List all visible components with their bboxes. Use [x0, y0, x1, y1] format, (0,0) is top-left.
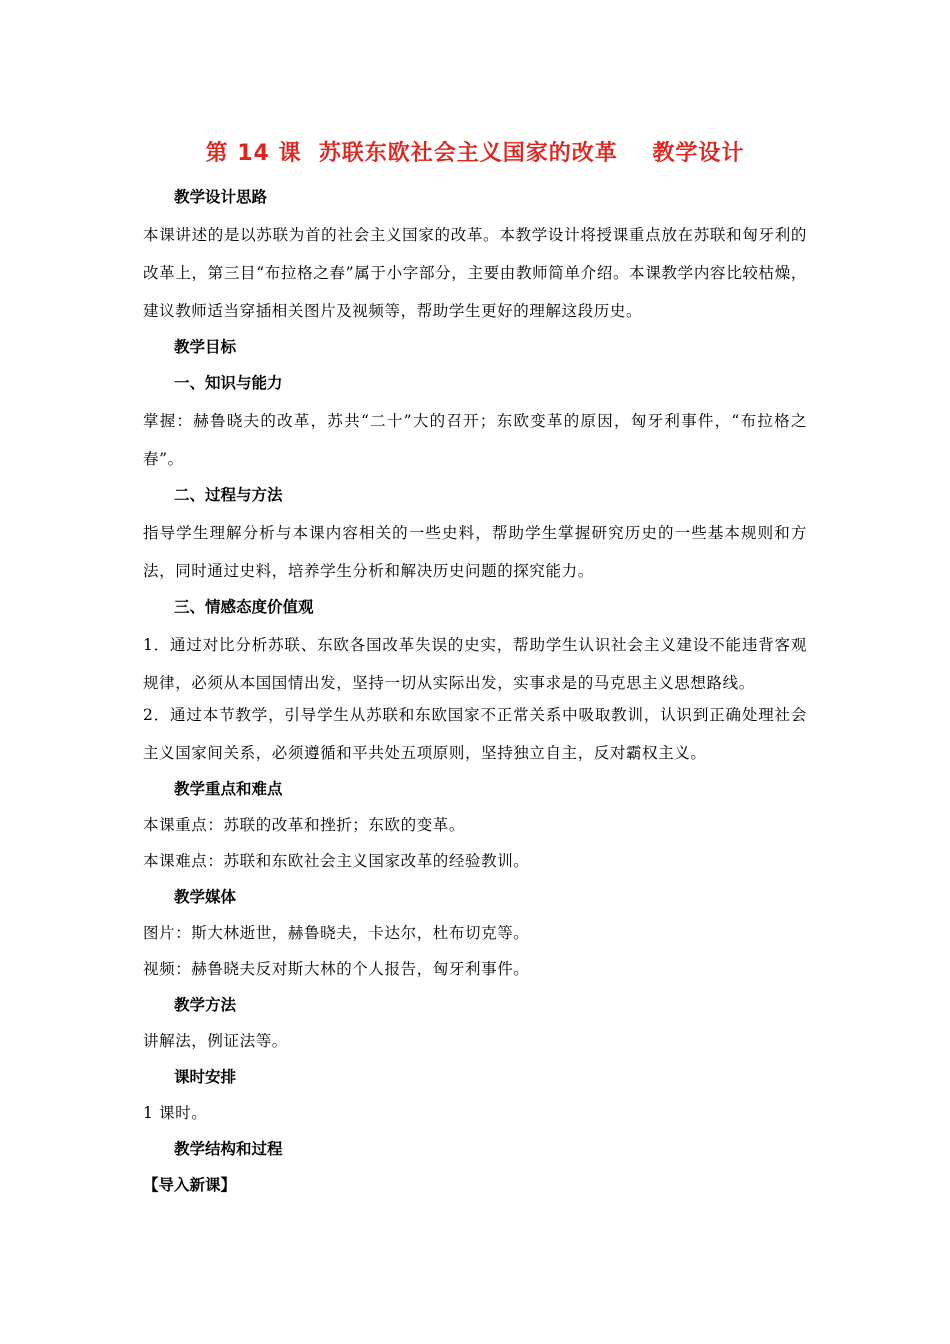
document-body	[143, 186, 807, 1196]
section-heading-schedule: 课时安排	[174, 1068, 237, 1086]
subheading-process-method: 二、过程与方法	[174, 486, 283, 504]
section-heading-objectives: 教学目标	[174, 338, 237, 356]
media-images-line: 图片：斯大林逝世，赫鲁晓夫，卡达尔，杜布切克等。	[143, 924, 530, 942]
knowledge-paragraph: 掌握：赫鲁晓夫的改革，苏共“二十”大的召开；东欧变革的原因，匈牙利事件，“布拉格之春”。	[143, 412, 807, 468]
section-heading-structure: 教学结构和过程	[174, 1140, 283, 1158]
section-heading-media: 教学媒体	[174, 888, 237, 906]
subheading-knowledge: 一、知识与能力	[174, 374, 283, 392]
section-heading-design-idea: 教学设计思路	[174, 188, 268, 206]
subheading-attitudes-values: 三、情感态度价值观	[174, 598, 314, 616]
intro-new-lesson-label: 【导入新课】	[143, 1176, 237, 1194]
section-heading-key-difficult: 教学重点和难点	[174, 780, 283, 798]
page-title: 第 14 课 苏联东欧社会主义国家的改革 教学设计	[205, 141, 745, 166]
process-method-paragraph: 指导学生理解分析与本课内容相关的一些史料，帮助学生掌握研究历史的一些基本规则和方法，同时通过史料，培养学生分析和解决历史问题的探究能力。	[143, 524, 807, 580]
values-item-1: 1．通过对比分析苏联、东欧各国改革失误的史实，帮助学生认识社会主义建设不能违背客观规律，必须从本国国情出发，坚持一切从实际出发，实事求是的马克思主义思想路线。	[143, 636, 807, 692]
design-idea-paragraph: 本课讲述的是以苏联为首的社会主义国家的改革。本教学设计将授课重点放在苏联和匈牙利的改革上，第三目“布拉格之春”属于小字部分，主要由教师简单介绍。本课教学内容比较枯燥，建议教师适当穿插相关图片及视频等，帮助学生更好的理解这段历史。	[143, 226, 807, 320]
values-item-2: 2．通过本节教学，引导学生从苏联和东欧国家不正常关系中吸取教训，认识到正确处理社会主义国家间关系，必须遵循和平共处五项原则，坚持独立自主，反对霸权主义。	[143, 706, 807, 762]
section-heading-method: 教学方法	[174, 996, 237, 1014]
difficult-point-line: 本课难点：苏联和东欧社会主义国家改革的经验教训。	[143, 852, 530, 870]
media-video-line: 视频：赫鲁晓夫反对斯大林的个人报告，匈牙利事件。	[143, 960, 530, 978]
schedule-line: 1 课时。	[143, 1104, 208, 1122]
method-line: 讲解法，例证法等。	[143, 1032, 288, 1050]
key-point-line: 本课重点：苏联的改革和挫折；东欧的变革。	[143, 816, 466, 834]
